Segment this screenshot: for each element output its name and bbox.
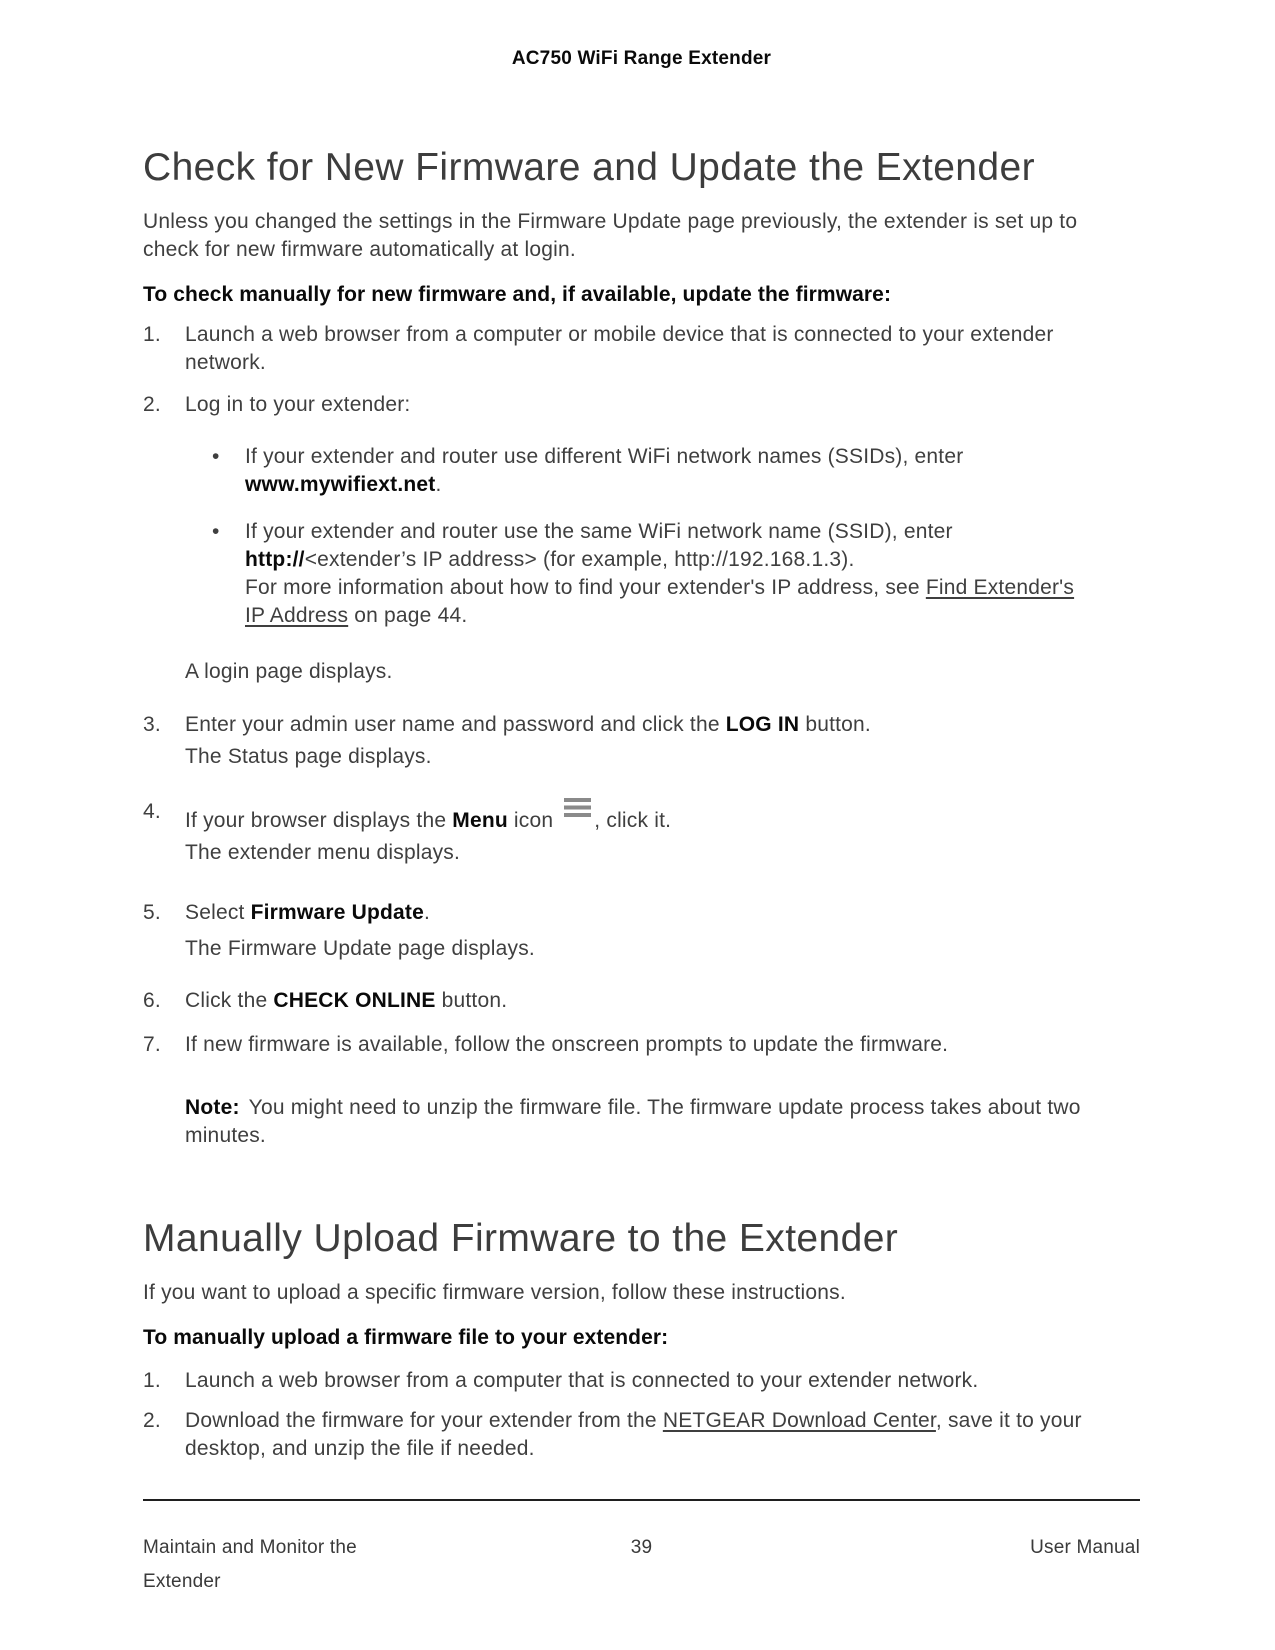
url-mywifiext: www.mywifiext.net [245,473,436,496]
task-heading: To manually upload a firmware file to your extender: [143,1326,669,1349]
bullet-text [245,443,1091,499]
step-text-post: button. [435,989,508,1012]
step-text: If new firmware is available, follow the onscreen prompts to update the firmware. [185,1033,949,1056]
step-1 [143,321,1140,377]
step-2-result: A login page displays. [185,660,393,683]
step-5-result: The Firmware Update page displays. [185,937,535,960]
bullet-different-ssid [212,443,1140,499]
step-number: 7. [143,1033,161,1056]
link-find-extender-ip[interactable]: Find Extender's IP Address [245,576,1075,627]
check-online-button-label: CHECK ONLINE [273,989,436,1012]
step-number: 6. [143,989,161,1012]
step-4 [143,798,1140,867]
note-label: Note: [185,1096,240,1119]
step-4-result: The extender menu displays. [185,841,461,864]
step-3 [143,711,1140,771]
upload-step-2 [143,1407,1140,1463]
step-text-pre: If your browser displays the [185,809,453,832]
step-number: 4. [143,800,161,823]
step-text-post: . [424,901,431,924]
menu-icon [564,798,591,817]
step-number: 2. [143,393,161,416]
step-number: 3. [143,713,161,736]
upload-step-1 [143,1367,1140,1395]
section-title-check-firmware: Check for New Firmware and Update the Extender [143,146,1035,189]
url-http-prefix: http:// [245,548,305,571]
step-text: Launch a web browser from a computer or mobile device that is connected to your extender network. [185,323,1054,374]
step-number: 5. [143,901,161,924]
step-text [185,711,1133,771]
step-text [185,987,1133,1015]
step-text [185,798,1133,867]
bullet-text [245,518,1091,630]
step-text: Log in to your extender: [185,393,411,416]
section-intro: Unless you changed the settings in the Firmware Update page previously, the extender is set up to check for new firmware automatically at login. [143,210,1078,261]
step-text-pre: Select [185,901,251,924]
bullet-marker: • [212,445,220,468]
step-text: Launch a web browser from a computer that is connected to your extender network. [185,1369,979,1392]
step-text-pre: Enter your admin user name and password and click the [185,713,726,736]
bullet-marker: • [212,520,220,543]
step-number: 2. [143,1409,161,1432]
section-intro: If you want to upload a specific firmware version, follow these instructions. [143,1281,846,1304]
bullet-text-rest: <extender’s IP address> (for example, http://192.168.1.3). [304,548,855,571]
footer-chapter-title: Maintain and Monitor the Extender [143,1537,357,1592]
menu-label: Menu [452,809,508,832]
login-button-label: LOG IN [725,713,800,736]
step-number: 1. [143,1369,161,1392]
bullet-text-post: . [435,473,442,496]
step-number: 1. [143,323,161,346]
step-7 [143,1031,1140,1059]
section-title-manual-upload: Manually Upload Firmware to the Extender [143,1217,899,1260]
more-info-pre: For more information about how to find your extender's IP address, see [245,576,926,599]
footer-doc-title: User Manual [1030,1537,1140,1558]
task-heading: To check manually for new firmware and, if available, update the firmware: [143,283,892,306]
step-3-result: The Status page displays. [185,745,432,768]
step-2 [143,391,1140,419]
step-text-pre: Download the firmware for your extender from the [185,1409,663,1432]
step-5 [143,899,1140,963]
step-text-post: , save it to your desktop, and unzip the file if needed. [185,1409,1082,1460]
step-text-mid: icon [507,809,560,832]
bullet-text-pre: If your extender and router use the same WiFi network name (SSID), enter [245,520,953,543]
link-netgear-download-center[interactable]: NETGEAR Download Center [662,1409,936,1432]
note-text: You might need to unzip the firmware file. The firmware update process takes about two minutes. [185,1096,1081,1147]
firmware-update-label: Firmware Update [250,901,424,924]
more-info-post: on page 44. [348,604,468,627]
running-header: AC750 WiFi Range Extender [511,48,772,69]
note [185,1094,1133,1150]
step-text-post: , click it. [594,809,672,832]
step-text-pre: Click the [185,989,274,1012]
bullet-same-ssid [212,518,1140,630]
page-footer [143,1499,1140,1599]
step-text [185,899,1133,963]
step-text-post: button. [799,713,871,736]
step-text [185,1407,1133,1463]
step-6 [143,987,1140,1015]
page-number: 39 [630,1537,653,1558]
bullet-text-pre: If your extender and router use different WiFi network names (SSIDs), enter [245,445,964,468]
